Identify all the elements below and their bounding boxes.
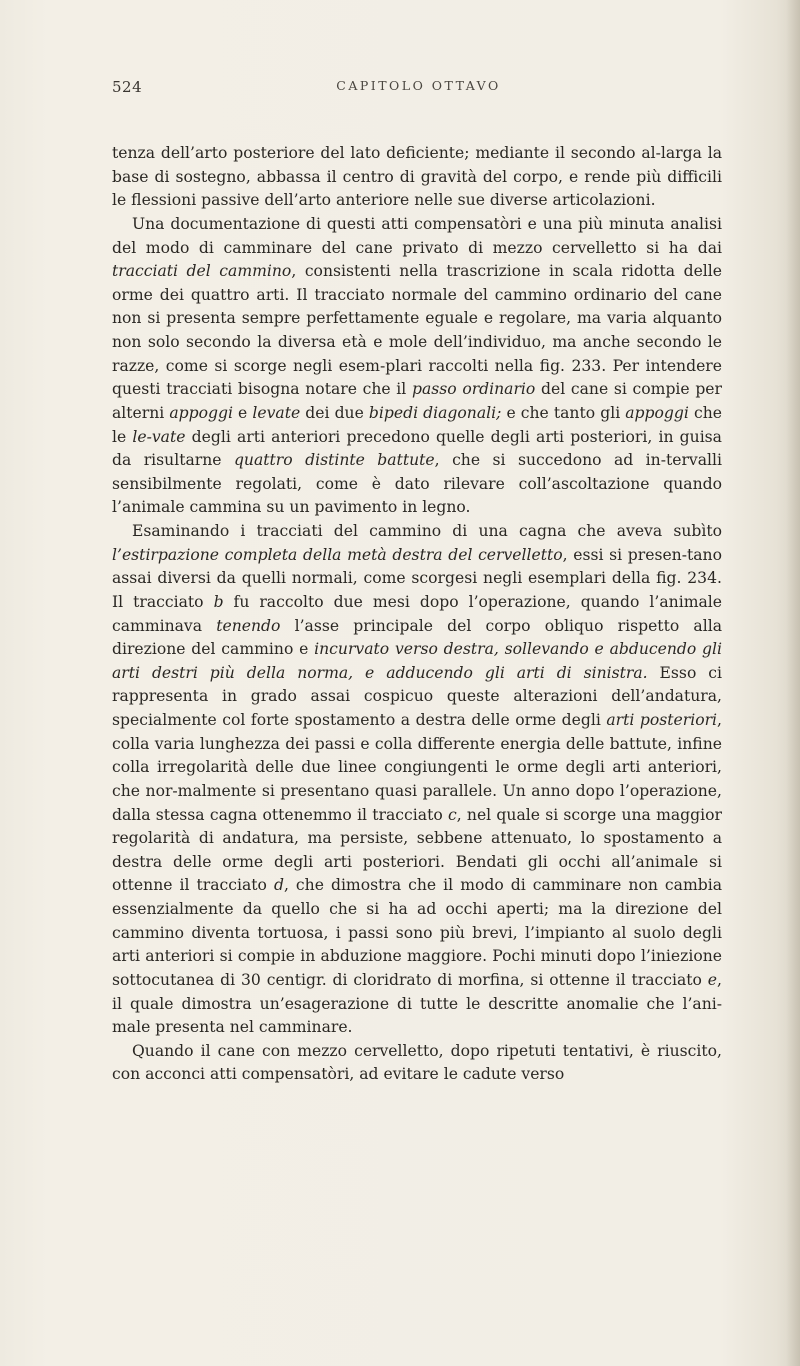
text-run: Esso ci rappresenta in grado assai cospicuo queste alterazioni dell’andatura, specialmente col forte spostamento a destra delle orme degli [112,663,722,729]
italic-run: incurvato verso destra, sollevando e abducendo gli arti destri più della norma, e adducendo gli arti di sinistra. [112,640,723,682]
italic-run: c [447,805,457,824]
paragraph [112,142,722,213]
italic-run: levate [252,403,301,422]
running-head: CAPITOLO OTTAVO [336,78,501,93]
text-run: e che tanto gli [501,403,626,422]
text-run: , che dimostra che il modo di camminare non cambia essenzialmente da quello che si ha ad occhi aperti; ma la direzione del cammino diventa tortuosa, i passi sono più brevi, l’impianto al suolo degli arti anteriori si compie in abduzione maggiore. Pochi minuti dopo l’iniezione sottocutanea di 30 centigr. di cloridrato di morfina, si ottenne il tracciato [112,876,722,989]
body-text [112,142,722,1087]
italic-run: l’estirpazione completa della metà destra del cervelletto [112,545,563,564]
text-run: Quando il cane con mezzo cervelletto, dopo ripetuti tentativi, è riuscito, con acconci atti compensatòri, ad evitare le cadute verso [112,1041,722,1084]
italic-run: passo ordinario [411,380,536,399]
italic-run: bipedi diagonali; [368,403,502,422]
text-run: Una documentazione di questi atti compensatòri e una più minuta analisi del modo di camminare del cane privato di mezzo cervelletto si ha dai [112,214,722,257]
paragraph [112,520,722,1040]
italic-run: d [273,876,284,895]
text-run: l’asse principale del corpo obliquo rispetto alla direzione del cammino e [112,616,722,659]
text-run: che le [112,403,722,446]
italic-run: tenendo [216,616,281,635]
italic-run: e [707,970,718,989]
page-number: 524 [112,78,143,96]
italic-run: le-vate [132,427,186,446]
text-run: , nel quale si scorge una maggior regolarità di andatura, ma persiste, sebbene attenuato, lo spostamento a destra delle orme degli arti posteriori. Bendati gli occhi all’animale si ottenne il tracciato [112,805,722,895]
text-run: del cane si compie per alterni [112,380,722,422]
italic-run: appoggi [625,403,689,422]
italic-run: appoggi [169,403,233,422]
italic-run: b [213,592,224,611]
text-run: fu raccolto due mesi dopo l’operazione, quando l’animale camminava [112,592,722,635]
paragraph [112,213,722,520]
paragraph [112,1040,722,1087]
italic-run: arti posteriori [606,711,718,729]
text-run: , essi si presen-tano assai diversi da quelli normali, come scorgesi negli esemplari della fig. 234. Il tracciato [112,545,722,611]
text-run: dei due [300,403,369,422]
italic-run: tracciati del cammino [112,262,292,281]
text-run: , consistenti nella trascrizione in scala ridotta delle orme dei quattro arti. Il tracciato normale del cammino ordinario del cane non si presenta sempre perfettamente eguale e regolare, ma varia alquanto non solo secondo la diversa età e mole dell’individuo, ma anche secondo le razze, come si scorge negli esem-plari raccolti nella fig. 233. Per intendere questi tracciati bisogna notare che il [112,262,723,399]
italic-run: quattro distinte battute [233,451,435,470]
text-run: tenza dell’arto posteriore del lato deficiente; mediante il secondo al-larga la base di sostegno, abbassa il centro di gravità del corpo, e rende più difficili le flessioni passive dell’arto anteriore nelle sue diverse articolazioni. [112,144,722,210]
text-run: e [232,403,253,422]
page-edge-shadow [786,0,800,1366]
text-run: , colla varia lunghezza dei passi e colla differente energia delle battute, infine colla irregolarità delle due linee congiungenti le orme degli arti anteriori, che nor-malmente si presentano quasi parallele. Un anno dopo l’operazione, dalla stessa cagna ottenemmo il tracciato [112,711,722,824]
text-run: , che si succedono ad in-tervalli sensibilmente regolati, come è dato rilevare coll’ascoltazione quando l’animale cammina su un pavimento in legno. [112,451,723,517]
text-run: Esaminando i tracciati del cammino di una cagna che aveva subìto [132,522,722,540]
text-run: degli arti anteriori precedono quelle degli arti posteriori, in guisa da risultarne [112,427,722,470]
page-header [112,78,725,100]
text-run: , il quale dimostra un’esagerazione di tutte le descritte anomalie che l’ani-male presenta nel camminare. [112,970,722,1037]
